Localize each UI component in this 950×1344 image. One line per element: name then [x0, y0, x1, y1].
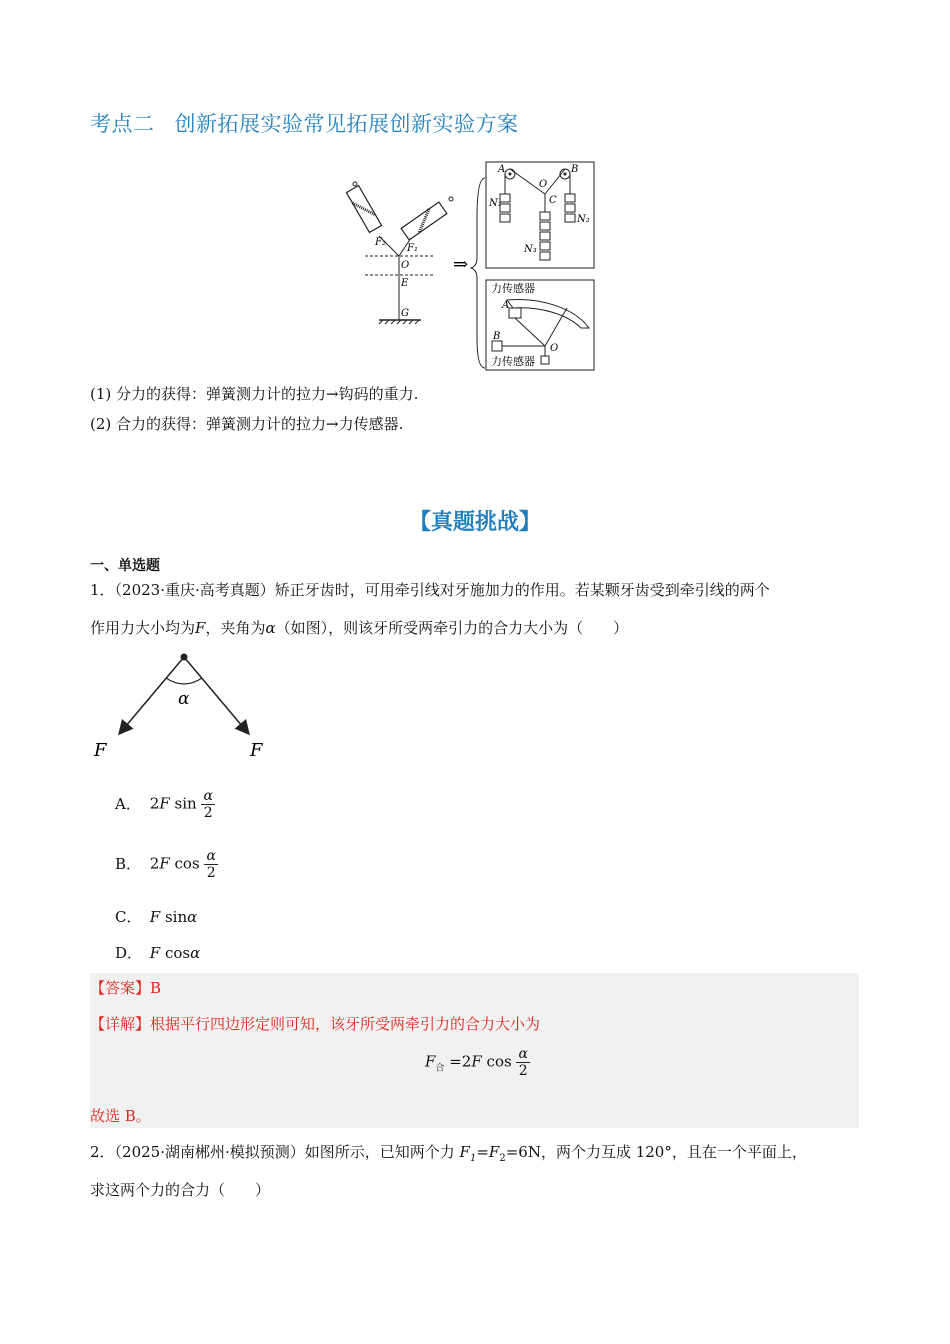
detail-line — [90, 1014, 540, 1034]
option-d-label: D． — [115, 944, 143, 962]
label-O: O — [401, 260, 410, 271]
challenge-title: 【真题挑战】 — [408, 510, 541, 535]
option-a-fraction — [201, 788, 214, 821]
answer-line — [90, 978, 161, 998]
question-type: 一、单选题 — [90, 558, 160, 574]
label-alpha: α — [178, 689, 190, 709]
option-c[interactable] — [115, 906, 197, 927]
label-G: G — [401, 308, 409, 319]
option-b-label: B． — [115, 854, 142, 873]
note-2: (2) 合力的获得：弹簧测力计的拉力→力传感器. — [90, 415, 404, 433]
option-a-label: A． — [115, 794, 141, 813]
label-O-top: O — [539, 179, 548, 190]
label-B: B — [571, 164, 579, 175]
note-1: (1) 分力的获得：弹簧测力计的拉力→钩码的重力. — [90, 385, 419, 403]
answer-tag: 【答案】 — [90, 979, 151, 997]
label-F2: F₂ — [375, 237, 386, 248]
label-N3: N₃ — [524, 244, 537, 255]
label-F1: F₁ — [407, 243, 418, 254]
detail-tag: 【详解】 — [90, 1015, 151, 1033]
force-arrow-right — [184, 657, 248, 733]
spring-scale-left — [346, 182, 381, 232]
option-b-fraction — [204, 848, 217, 881]
implies-arrow: ⇒ — [453, 254, 469, 275]
option-a-var: F — [159, 794, 170, 813]
label-sensor-bottom: 力传感器 — [491, 355, 535, 368]
q2-sub2: 2 — [499, 1153, 506, 1164]
q2-F1: F — [459, 1143, 470, 1161]
option-a-coef: 2 — [149, 794, 160, 813]
pulley-setup-box — [486, 162, 594, 268]
angle-arc — [166, 678, 202, 684]
q1-line2-post: （如图），则该牙所受两牵引力的合力大小为（ ） — [275, 619, 629, 637]
option-b-var: F — [159, 854, 170, 873]
option-b-func: cos — [174, 854, 200, 873]
formula-var: F — [471, 1052, 482, 1071]
option-c-var: F — [149, 908, 161, 926]
q2-line2: 求这两个力的合力（ ） — [90, 1181, 271, 1199]
heading-label: 考点二 — [90, 112, 155, 136]
answer-formula — [425, 1046, 530, 1079]
q1-line2-pre: 作用力大小均为 — [90, 619, 196, 637]
formula-lhs: F — [425, 1052, 436, 1071]
formula-num: α — [518, 1046, 528, 1062]
option-b-den: 2 — [206, 865, 216, 881]
label-N2: N₂ — [577, 214, 590, 225]
q1-line1: 1．（2023·重庆·高考真题）矫正牙齿时，可用牵引线对牙施加力的作用。若某颗牙齿受到牵引线的两个 — [90, 581, 770, 599]
spring-scale-right — [401, 197, 453, 240]
option-a[interactable] — [115, 788, 215, 821]
option-b-coef: 2 — [149, 854, 160, 873]
label-sensor-top: 力传感器 — [491, 282, 535, 295]
label-A2: A — [502, 300, 510, 311]
label-B2: B — [493, 331, 501, 342]
force-sensor-box — [486, 280, 594, 370]
force-arrow-left — [120, 657, 184, 733]
heading-title: 创新拓展实验常见拓展创新实验方案 — [174, 112, 519, 136]
answer-value: B — [150, 979, 162, 997]
label-C: C — [549, 195, 557, 206]
q1-line2 — [90, 618, 628, 638]
formula-sub: 合 — [435, 1063, 445, 1074]
option-c-arg: α — [187, 908, 198, 926]
q1-var-alpha: α — [265, 619, 276, 637]
q2-F2: F — [488, 1143, 500, 1161]
force-angle-diagram — [88, 648, 278, 763]
section-heading — [90, 108, 519, 138]
option-c-func: sin — [164, 908, 188, 926]
detail-text: 根据平行四边形定则可知，该牙所受两牵引力的合力大小为 — [150, 1015, 541, 1033]
formula-den: 2 — [518, 1063, 528, 1079]
option-d[interactable] — [115, 942, 200, 963]
experiment-diagram — [345, 158, 605, 373]
q1-var-F: F — [195, 619, 206, 637]
label-E: E — [401, 278, 409, 289]
option-a-num: α — [203, 788, 213, 804]
formula-fraction — [516, 1046, 529, 1079]
option-b[interactable] — [115, 848, 218, 881]
q2-eq: = — [476, 1143, 489, 1161]
q2-line1-pre: 2．（2025·湖南郴州·模拟预测）如图所示，已知两个力 — [90, 1143, 460, 1161]
label-A: A — [498, 164, 506, 175]
conclusion: 故选 B。 — [90, 1107, 151, 1125]
option-d-func: cos — [164, 944, 191, 962]
option-a-den: 2 — [203, 805, 213, 821]
q2-line1 — [90, 1142, 807, 1169]
option-a-func: sin — [174, 794, 197, 813]
option-b-num: α — [206, 848, 216, 864]
q2-sub1: 1 — [469, 1153, 477, 1164]
formula-func: cos — [486, 1052, 512, 1071]
label-F-right: F — [250, 740, 263, 761]
label-F-left: F — [94, 740, 107, 761]
option-d-arg: α — [190, 944, 201, 962]
q1-line2-mid: ，夹角为 — [205, 619, 266, 637]
option-c-label: C． — [115, 908, 142, 926]
formula-eq: =2 — [449, 1052, 472, 1071]
label-O2: O — [550, 343, 559, 354]
option-d-var: F — [149, 944, 161, 962]
q2-line1-post: =6N，两个力互成 120°，且在一个平面上， — [505, 1143, 807, 1161]
label-N1: N₁ — [489, 198, 502, 209]
